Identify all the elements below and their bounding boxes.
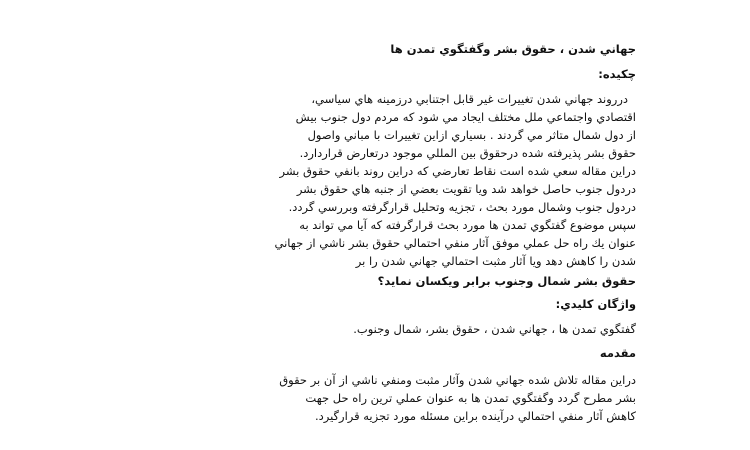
abstract-line: سپس موضوع گفتگوي تمدن ها مورد بحث قرارگرفته كه آيا مي تواند به (299, 218, 636, 232)
abstract-line: دردول جنوب حاصل خواهد شد ويا تقويت بعضي از جنبه هاي حقوق بشر (296, 182, 636, 196)
abstract-line: شدن را كاهش دهد ويا آثار مثبت احتمالي جهاني شدن را بر (355, 254, 636, 268)
keywords-heading: واژگان كليدي: (555, 297, 636, 311)
document-title: جهاني شدن ، حقوق بشر وگفتگوي تمدن ها (390, 42, 636, 56)
abstract-line: دراين مقاله سعي شده است نقاط تعارضي كه دراين روند بانفي حقوق بشر (279, 164, 636, 178)
intro-heading: مقدمه (599, 346, 636, 360)
abstract-line: درروند جهاني شدن تغييرات غير قابل اجتنابي درزمينه هاي سياسي، (311, 92, 628, 106)
abstract-line: عنوان يك راه حل عملي موفق آثار منفي احتمالي حقوق بشر ناشي از جهاني (274, 236, 636, 250)
question-line: حقوق بشر شمال وجنوب برابر ويكسان نمايد؟ (377, 274, 636, 288)
intro-line: دراين مقاله تلاش شده جهاني شدن وآثار مثبت ومنفي ناشي از آن بر حقوق (279, 373, 636, 387)
intro-line: بشر مطرح گردد وگفتگوي تمدن ها به عنوان عملي ترين راه حل جهت (305, 391, 636, 405)
abstract-line: حقوق بشر پذيرفته شده درحقوق بين المللي موجود درتعارض قراردارد. (299, 146, 636, 160)
abstract-line: از دول شمال متاثر مي گردند . بسياري ازاين تغييرات با مباني واصول (307, 128, 636, 142)
abstract-line: اقتصادي واجتماعي ملل مختلف ايجاد مي شود كه مردم دول جنوب بيش (295, 110, 636, 124)
intro-line: كاهش آثار منفي احتمالي درآينده براين مسئله مورد تجزيه قرارگيرد. (314, 409, 636, 423)
keywords-line: گفتگوي تمدن ها ، جهاني شدن ، حقوق بشر، شمال وجنوب. (353, 322, 636, 336)
abstract-line: دردول جنوب وشمال مورد بحث ، تجزيه وتحليل قرارگرفته وبررسي گردد. (288, 200, 636, 214)
abstract-heading: چكيده: (598, 67, 636, 81)
